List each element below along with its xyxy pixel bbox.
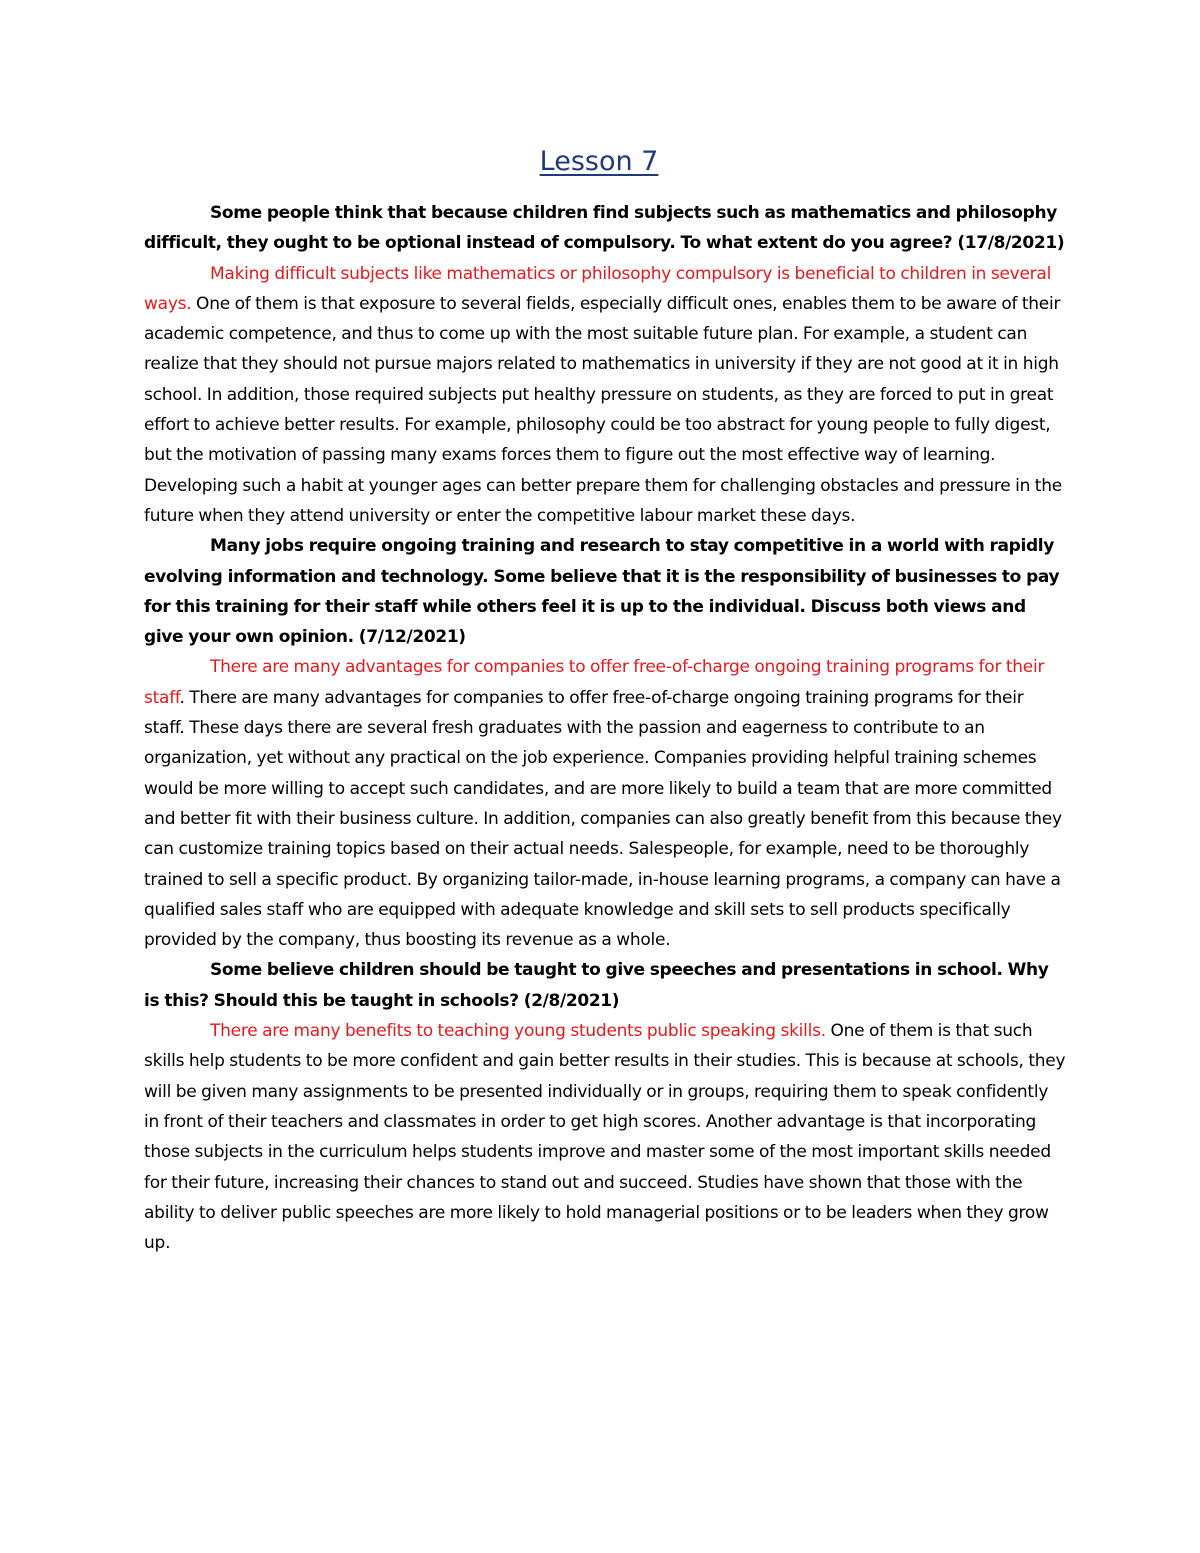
- answer-2-lead: There are many advantages for companies to offer free-of-charge ongoing training programs for their staff: [144, 657, 1045, 708]
- question-1: Some people think that because children find subjects such as mathematics and philosophy difficult, they ought to be optional instead of compulsory. To what extent do you agree? (17/8/2021): [144, 203, 1065, 254]
- answer-1-lead: Making difficult subjects like mathematics or philosophy compulsory is beneficial to children in several ways.: [144, 263, 1052, 314]
- question-3: Some believe children should be taught to give speeches and presentations in school. Why is this? Should this be taught in schools? (2/8/2021): [144, 960, 1049, 1011]
- document-body: [144, 198, 1066, 1258]
- answer-1-body: One of them is that exposure to several fields, especially difficult ones, enables them to be aware of their academic competence, and thus to come up with the most suitable future plan. For example, a student can realize that they should not pursue majors related to mathematics in university if they are not good at it in high school. In addition, those required subjects put healthy pressure on students, as they are forced to put in great effort to achieve better results. For example, philosophy could be too abstract for young people to fully digest, but the motivation of passing many exams forces them to figure out the most effective way of learning. Developing such a habit at younger ages can better prepare them for challenging obstacles and pressure in the future when they attend university or enter the competitive labour market these days.: [144, 293, 1062, 526]
- answer-2: [144, 652, 1066, 955]
- answer-3: [144, 1016, 1066, 1258]
- answer-2-body: . There are many advantages for companies to offer free-of-charge ongoing training programs for their staff. These days there are several fresh graduates with the passion and eagerness to contribute to an organization, yet without any practical on the job experience. Companies providing helpful training schemes would be more willing to accept such candidates, and are more likely to build a team that are more committed and better fit with their business culture. In addition, companies can also greatly benefit from this because they can customize training topics based on their actual needs. Salespeople, for example, need to be thoroughly trained to sell a specific product. By organizing tailor-made, in-house learning programs, a company can have a qualified sales staff who are equipped with adequate knowledge and skill sets to sell products specifically provided by the company, thus boosting its revenue as a whole.: [144, 687, 1062, 951]
- answer-3-lead: There are many benefits to teaching young students public speaking skills.: [210, 1021, 826, 1042]
- answer-3-body: One of them is that such skills help students to be more confident and gain better results in their studies. This is because at schools, they will be given many assignments to be presented individually or in groups, requiring them to speak confidently in front of their teachers and classmates in order to get high scores. Another advantage is that incorporating those subjects in the curriculum helps students improve and master some of the most important skills needed for their future, increasing their chances to stand out and succeed. Studies have shown that those with the ability to deliver public speeches are more likely to hold managerial positions or to be leaders when they grow up.: [144, 1021, 1066, 1254]
- answer-1: [144, 259, 1066, 532]
- question-2: Many jobs require ongoing training and research to stay competitive in a world with rapidly evolving information and technology. Some believe that it is the responsibility of businesses to pay for this training for their staff while others feel it is up to the individual. Discuss both views and give your own opinion. (7/12/2021): [144, 536, 1060, 648]
- page-title: Lesson 7: [539, 146, 659, 177]
